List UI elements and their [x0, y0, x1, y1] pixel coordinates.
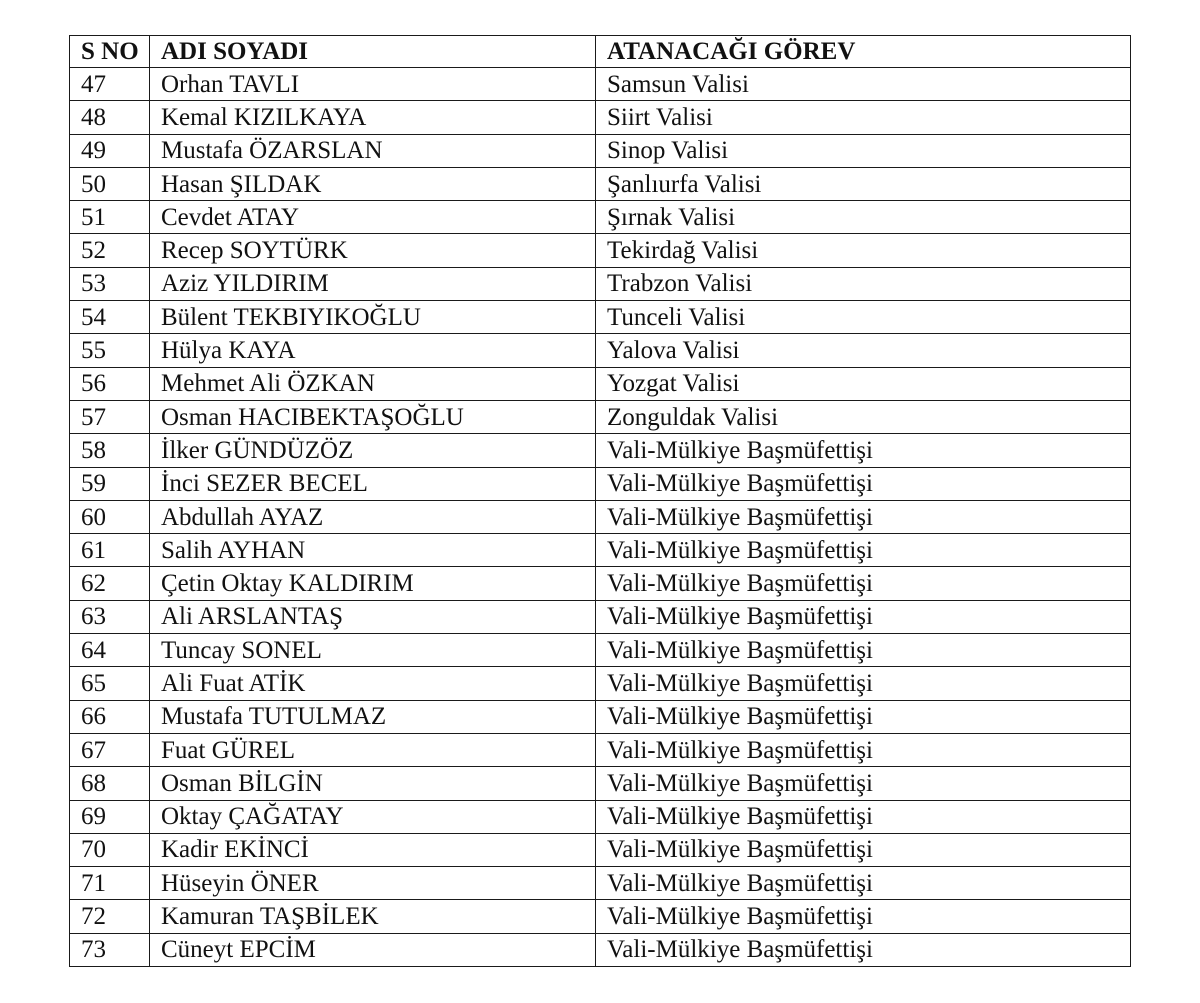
full-name-cell: Salih AYHAN	[150, 534, 596, 567]
assigned-duty-cell: Vali-Mülkiye Başmüfettişi	[596, 867, 1131, 900]
full-name-cell: Cüneyt EPCİM	[150, 933, 596, 966]
table-body	[70, 68, 1131, 967]
row-number-cell: 48	[70, 101, 150, 134]
table-row	[70, 700, 1131, 733]
table-row	[70, 167, 1131, 200]
full-name-cell: Cevdet ATAY	[150, 201, 596, 234]
full-name-cell: Orhan TAVLI	[150, 68, 596, 101]
full-name-cell: İlker GÜNDÜZÖZ	[150, 434, 596, 467]
row-number-cell: 69	[70, 800, 150, 833]
row-number-cell: 67	[70, 733, 150, 766]
table-row	[70, 567, 1131, 600]
table-row	[70, 301, 1131, 334]
row-number-cell: 63	[70, 600, 150, 633]
assigned-duty-cell: Vali-Mülkiye Başmüfettişi	[596, 634, 1131, 667]
full-name-cell: Bülent TEKBIYIKOĞLU	[150, 301, 596, 334]
row-number-cell: 60	[70, 500, 150, 533]
appointments-table	[69, 35, 1131, 967]
row-number-cell: 50	[70, 167, 150, 200]
full-name-cell: Tuncay SONEL	[150, 634, 596, 667]
full-name-cell: Recep SOYTÜRK	[150, 234, 596, 267]
table-row	[70, 500, 1131, 533]
full-name-cell: Aziz YILDIRIM	[150, 267, 596, 300]
full-name-cell: Hüseyin ÖNER	[150, 867, 596, 900]
table-row	[70, 767, 1131, 800]
assigned-duty-cell: Vali-Mülkiye Başmüfettişi	[596, 667, 1131, 700]
table-row	[70, 800, 1131, 833]
table-row	[70, 867, 1131, 900]
row-number-cell: 55	[70, 334, 150, 367]
table-row	[70, 234, 1131, 267]
row-number-cell: 66	[70, 700, 150, 733]
row-number-cell: 64	[70, 634, 150, 667]
row-number-cell: 56	[70, 367, 150, 400]
row-number-cell: 72	[70, 900, 150, 933]
assigned-duty-cell: Samsun Valisi	[596, 68, 1131, 101]
full-name-cell: Kemal KIZILKAYA	[150, 101, 596, 134]
row-number-cell: 49	[70, 134, 150, 167]
assigned-duty-cell: Şanlıurfa Valisi	[596, 167, 1131, 200]
assigned-duty-cell: Vali-Mülkiye Başmüfettişi	[596, 434, 1131, 467]
full-name-cell: Kadir EKİNCİ	[150, 833, 596, 866]
row-number-cell: 53	[70, 267, 150, 300]
full-name-cell: Fuat GÜREL	[150, 733, 596, 766]
table-row	[70, 833, 1131, 866]
row-number-cell: 58	[70, 434, 150, 467]
full-name-cell: Çetin Oktay KALDIRIM	[150, 567, 596, 600]
full-name-cell: Abdullah AYAZ	[150, 500, 596, 533]
full-name-cell: Osman BİLGİN	[150, 767, 596, 800]
table-row	[70, 101, 1131, 134]
assigned-duty-cell: Vali-Mülkiye Başmüfettişi	[596, 700, 1131, 733]
table-row	[70, 267, 1131, 300]
assigned-duty-cell: Sinop Valisi	[596, 134, 1131, 167]
table-row	[70, 400, 1131, 433]
table-row	[70, 600, 1131, 633]
full-name-cell: Kamuran TAŞBİLEK	[150, 900, 596, 933]
table-row	[70, 201, 1131, 234]
assigned-duty-cell: Tunceli Valisi	[596, 301, 1131, 334]
table-header	[70, 36, 1131, 68]
row-number-cell: 68	[70, 767, 150, 800]
assigned-duty-cell: Vali-Mülkiye Başmüfettişi	[596, 933, 1131, 966]
table-row	[70, 68, 1131, 101]
header-row	[70, 36, 1131, 68]
assigned-duty-cell: Vali-Mülkiye Başmüfettişi	[596, 900, 1131, 933]
assigned-duty-cell: Yalova Valisi	[596, 334, 1131, 367]
assigned-duty-cell: Vali-Mülkiye Başmüfettişi	[596, 767, 1131, 800]
row-number-cell: 54	[70, 301, 150, 334]
assigned-duty-cell: Vali-Mülkiye Başmüfettişi	[596, 534, 1131, 567]
assigned-duty-cell: Yozgat Valisi	[596, 367, 1131, 400]
table-row	[70, 367, 1131, 400]
table-row	[70, 900, 1131, 933]
table-row	[70, 534, 1131, 567]
assigned-duty-cell: Vali-Mülkiye Başmüfettişi	[596, 833, 1131, 866]
assigned-duty-cell: Siirt Valisi	[596, 101, 1131, 134]
row-number-cell: 47	[70, 68, 150, 101]
table-row	[70, 134, 1131, 167]
assigned-duty-cell: Vali-Mülkiye Başmüfettişi	[596, 800, 1131, 833]
row-number-cell: 70	[70, 833, 150, 866]
assigned-duty-cell: Vali-Mülkiye Başmüfettişi	[596, 600, 1131, 633]
row-number-cell: 71	[70, 867, 150, 900]
row-number-cell: 65	[70, 667, 150, 700]
assigned-duty-cell: Vali-Mülkiye Başmüfettişi	[596, 567, 1131, 600]
table-row	[70, 733, 1131, 766]
row-number-cell: 73	[70, 933, 150, 966]
assigned-duty-cell: Zonguldak Valisi	[596, 400, 1131, 433]
table-row	[70, 667, 1131, 700]
row-number-cell: 61	[70, 534, 150, 567]
full-name-cell: Oktay ÇAĞATAY	[150, 800, 596, 833]
row-number-cell: 51	[70, 201, 150, 234]
row-number-cell: 59	[70, 467, 150, 500]
full-name-cell: Osman HACIBEKTAŞOĞLU	[150, 400, 596, 433]
full-name-cell: Ali ARSLANTAŞ	[150, 600, 596, 633]
assigned-duty-cell: Şırnak Valisi	[596, 201, 1131, 234]
table-row	[70, 434, 1131, 467]
assigned-duty-cell: Vali-Mülkiye Başmüfettişi	[596, 733, 1131, 766]
row-number-cell: 57	[70, 400, 150, 433]
assigned-duty-cell: Vali-Mülkiye Başmüfettişi	[596, 467, 1131, 500]
table-row	[70, 334, 1131, 367]
full-name-cell: Ali Fuat ATİK	[150, 667, 596, 700]
full-name-cell: Hülya KAYA	[150, 334, 596, 367]
header-duty: ATANACAĞI GÖREV	[596, 36, 1131, 68]
assigned-duty-cell: Tekirdağ Valisi	[596, 234, 1131, 267]
header-name: ADI SOYADI	[150, 36, 596, 68]
full-name-cell: Mehmet Ali ÖZKAN	[150, 367, 596, 400]
row-number-cell: 62	[70, 567, 150, 600]
full-name-cell: Mustafa ÖZARSLAN	[150, 134, 596, 167]
full-name-cell: Mustafa TUTULMAZ	[150, 700, 596, 733]
table-row	[70, 933, 1131, 966]
table-row	[70, 634, 1131, 667]
full-name-cell: Hasan ŞILDAK	[150, 167, 596, 200]
assigned-duty-cell: Trabzon Valisi	[596, 267, 1131, 300]
row-number-cell: 52	[70, 234, 150, 267]
assigned-duty-cell: Vali-Mülkiye Başmüfettişi	[596, 500, 1131, 533]
table-row	[70, 467, 1131, 500]
full-name-cell: İnci SEZER BECEL	[150, 467, 596, 500]
header-no: S NO	[70, 36, 150, 68]
